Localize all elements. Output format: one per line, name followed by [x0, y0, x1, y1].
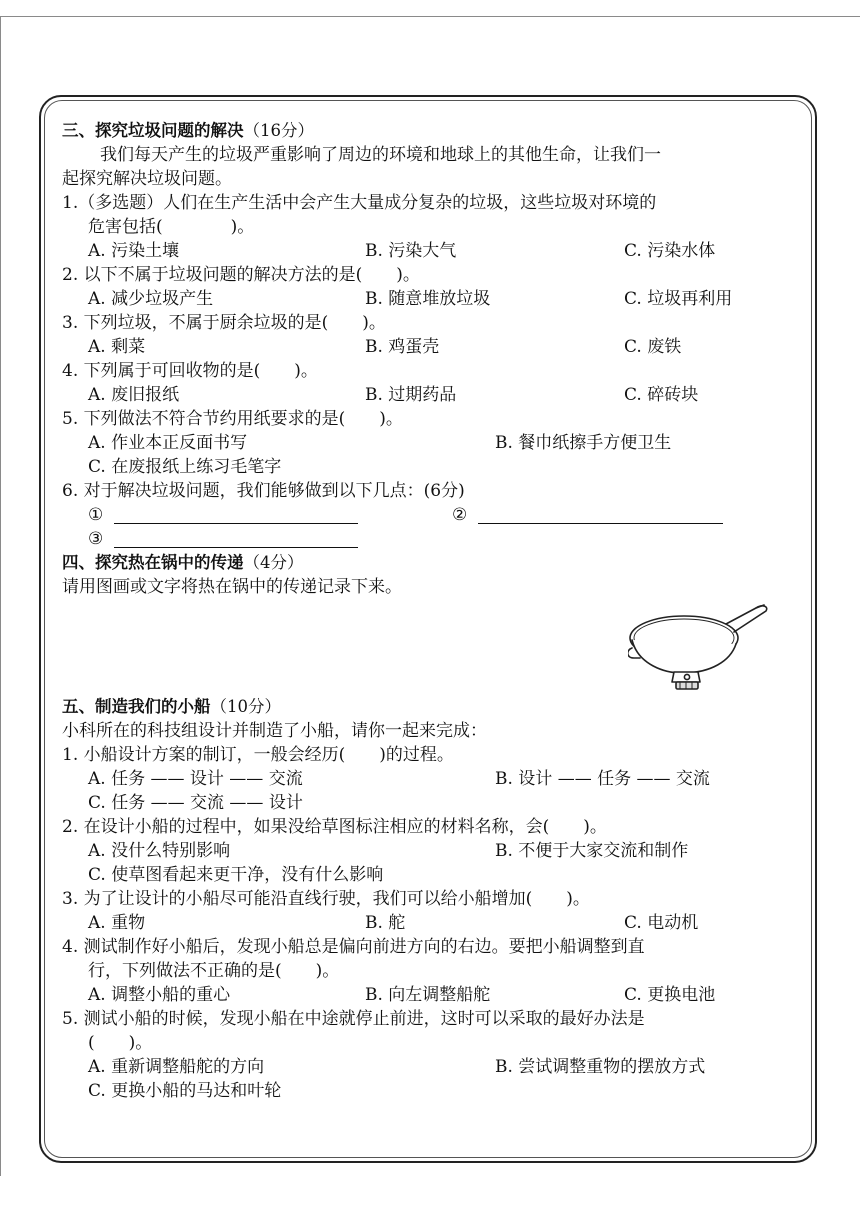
s3-q1-line1: 1.（多选题）人们在生产生活中会产生大量成分复杂的垃圾，这些垃圾对环境的 [62, 193, 657, 213]
section3-points: （16分） [243, 121, 314, 140]
section5-intro: 小科所在的科技组设计并制造了小船，请你一起来完成： [62, 721, 487, 741]
s5-q4-option-b[interactable]: B. 向左调整船舵 [365, 985, 491, 1005]
s5-q4-line1: 4. 测试制作好小船后，发现小船总是偏向前进方向的右边。要把小船调整到直 [62, 937, 645, 957]
s5-q1-option-a[interactable]: A. 任务 —— 设计 —— 交流 [88, 769, 303, 789]
s5-q4-options [62, 983, 802, 1007]
s3-q6-mark-1: ① [88, 505, 104, 525]
s3-q6-answer-3[interactable] [114, 529, 358, 548]
s3-q1-option-c[interactable]: C. 污染水体 [624, 241, 716, 261]
s5-q2-options [62, 839, 802, 863]
s5-q1-options [62, 767, 802, 791]
s3-q2-option-b[interactable]: B. 随意堆放垃圾 [365, 289, 491, 309]
s5-q5-option-a[interactable]: A. 重新调整船舵的方向 [88, 1057, 265, 1077]
s5-q1-options-row2 [62, 791, 802, 815]
s3-q3-options [62, 335, 802, 359]
s3-q4-option-b[interactable]: B. 过期药品 [365, 385, 457, 405]
s5-q5-line2[interactable]: ( )。 [88, 1033, 153, 1053]
section4-points: （4分） [243, 553, 304, 572]
s3-q5-option-b[interactable]: B. 餐巾纸擦手方便卫生 [495, 433, 672, 453]
s5-q3-option-a[interactable]: A. 重物 [88, 913, 146, 933]
page-top-rule [0, 16, 860, 17]
s3-q4-options [62, 383, 802, 407]
section5-points: （10分） [210, 697, 281, 716]
s5-q1-option-c[interactable]: C. 任务 —— 交流 —— 设计 [88, 793, 303, 813]
s5-q4-option-a[interactable]: A. 调整小船的重心 [88, 985, 231, 1005]
s5-q1[interactable]: 1. 小船设计方案的制订，一般会经历( )的过程。 [62, 745, 454, 765]
section5-title: 五、制造我们的小船 [62, 697, 211, 716]
s5-q5-option-c[interactable]: C. 更换小船的马达和叶轮 [88, 1081, 282, 1101]
s5-q4-line2[interactable]: 行，下列做法不正确的是( )。 [88, 961, 340, 981]
section4-instruction: 请用图画或文字将热在锅中的传递记录下来。 [62, 577, 402, 597]
s3-q2-option-a[interactable]: A. 减少垃圾产生 [88, 289, 214, 309]
s5-q2[interactable]: 2. 在设计小船的过程中，如果没给草图标注相应的材料名称，会( )。 [62, 817, 607, 837]
s3-q2-options [62, 287, 802, 311]
s3-q6-answer-row2 [62, 527, 802, 551]
s3-q4-option-c[interactable]: C. 碎砖块 [624, 385, 699, 405]
s5-q3-options [62, 911, 802, 935]
section4-heading [62, 551, 802, 575]
s3-q3-option-c[interactable]: C. 废铁 [624, 337, 682, 357]
s5-q2-option-c[interactable]: C. 使草图看起来更干净，没有什么影响 [88, 865, 384, 885]
s3-q6-mark-3: ③ [88, 529, 104, 549]
section5-heading [62, 695, 802, 719]
s3-q1-option-b[interactable]: B. 污染大气 [365, 241, 457, 261]
s3-q6-answer-1[interactable] [114, 505, 358, 524]
section3-intro-line2: 起探究解决垃圾问题。 [62, 169, 232, 189]
section3-intro-line1: 我们每天产生的垃圾严重影响了周边的环境和地球上的其他生命，让我们一 [100, 145, 661, 165]
s3-q1-line2[interactable]: 危害包括( )。 [88, 217, 255, 237]
s5-q3[interactable]: 3. 为了让设计的小船尽可能沿直线行驶，我们可以给小船增加( )。 [62, 889, 590, 909]
s3-q5[interactable]: 5. 下列做法不符合节约用纸要求的是( )。 [62, 409, 403, 429]
s5-q3-option-b[interactable]: B. 舵 [365, 913, 406, 933]
s5-q5-options-row2 [62, 1079, 802, 1103]
s5-q5-options [62, 1055, 802, 1079]
s3-q6-mark-2: ② [452, 505, 468, 525]
s3-q3[interactable]: 3. 下列垃圾，不属于厨余垃圾的是( )。 [62, 313, 386, 333]
s3-q4-option-a[interactable]: A. 废旧报纸 [88, 385, 180, 405]
s3-q5-options [62, 431, 802, 455]
s3-q6: 6. 对于解决垃圾问题，我们能够做到以下几点：(6分) [62, 481, 465, 501]
s3-q4[interactable]: 4. 下列属于可回收物的是( )。 [62, 361, 318, 381]
s3-q3-option-a[interactable]: A. 剩菜 [88, 337, 146, 357]
s5-q5-option-b[interactable]: B. 尝试调整重物的摆放方式 [495, 1057, 706, 1077]
s3-q6-answer-2[interactable] [478, 505, 723, 524]
s5-q3-option-c[interactable]: C. 电动机 [624, 913, 699, 933]
s5-q5-line1: 5. 测试小船的时候，发现小船在中途就停止前进，这时可以采取的最好办法是 [62, 1009, 645, 1029]
s3-q1-option-a[interactable]: A. 污染土壤 [88, 241, 180, 261]
s5-q1-option-b[interactable]: B. 设计 —— 任务 —— 交流 [495, 769, 710, 789]
s3-q2[interactable]: 2. 以下不属于垃圾问题的解决方法的是( )。 [62, 265, 420, 285]
s3-q2-option-c[interactable]: C. 垃圾再利用 [624, 289, 733, 309]
s3-q5-option-c[interactable]: C. 在废报纸上练习毛笔字 [88, 457, 282, 477]
section3-title: 三、探究垃圾问题的解决 [62, 121, 244, 140]
section4-title: 四、探究热在锅中的传递 [62, 553, 244, 572]
s3-q1-options [62, 239, 802, 263]
section3-heading [62, 119, 802, 143]
page-left-rule [0, 16, 1, 1176]
s5-q2-option-a[interactable]: A. 没什么特别影响 [88, 841, 231, 861]
s3-q5-option-a[interactable]: A. 作业本正反面书写 [88, 433, 248, 453]
s3-q5-options-row2 [62, 455, 802, 479]
s5-q2-options-row2 [62, 863, 802, 887]
s3-q6-answer-row1 [62, 503, 802, 527]
s5-q2-option-b[interactable]: B. 不便于大家交流和制作 [495, 841, 689, 861]
wok-on-stove-illustration [628, 598, 770, 693]
s3-q3-option-b[interactable]: B. 鸡蛋壳 [365, 337, 440, 357]
s5-q4-option-c[interactable]: C. 更换电池 [624, 985, 716, 1005]
